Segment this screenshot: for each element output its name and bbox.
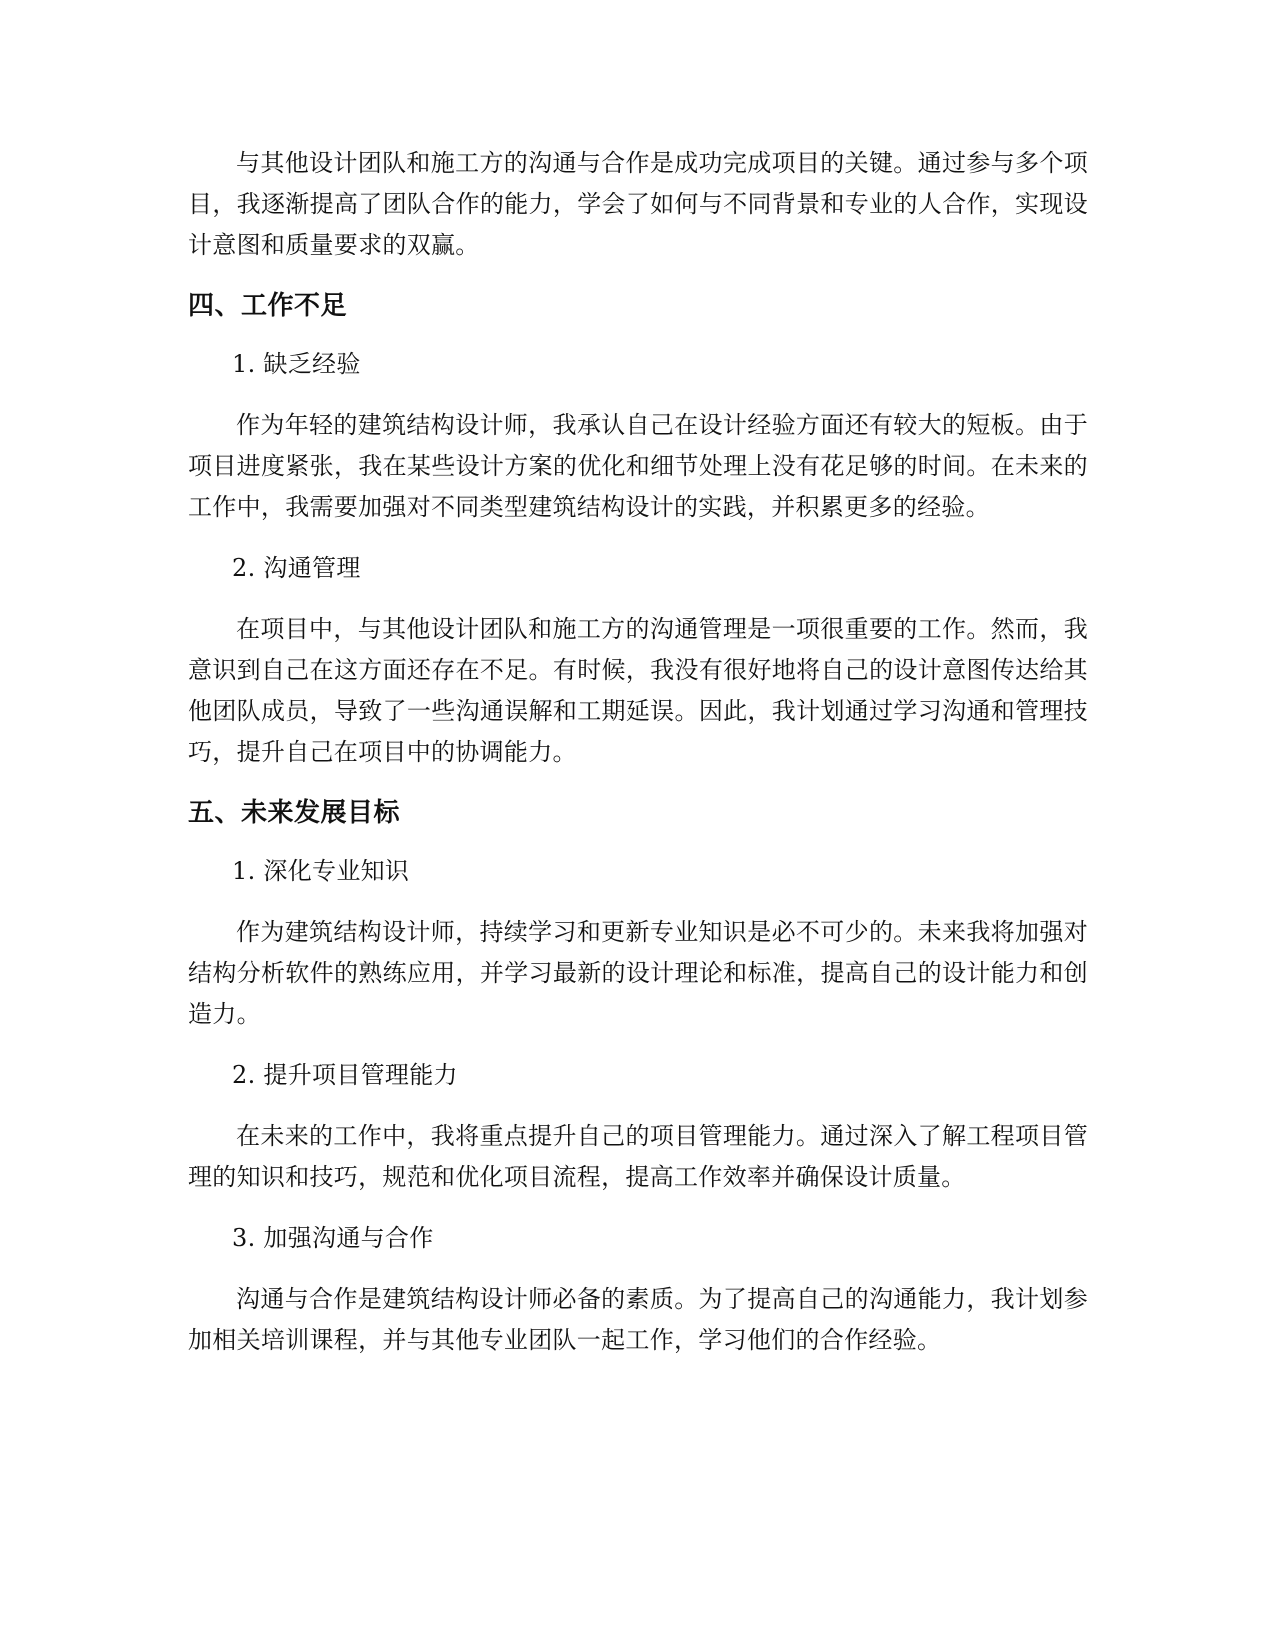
intro-paragraph: 与其他设计团队和施工方的沟通与合作是成功完成项目的关键。通过参与多个项目，我逐渐提高了团队合作的能力，学会了如何与不同背景和专业的人合作，实现设计意图和质量要求的双赢。 <box>188 149 1088 259</box>
section-4-item-2-title: 2. 沟通管理 <box>232 554 361 582</box>
section-4-item-1-title: 1. 缺乏经验 <box>232 350 361 378</box>
section-5-item-1-title: 1. 深化专业知识 <box>232 857 410 885</box>
section-5-item-1-paragraph: 作为建筑结构设计师，持续学习和更新专业知识是必不可少的。未来我将加强对结构分析软件的熟练应用，并学习最新的设计理论和标准，提高自己的设计能力和创造力。 <box>188 918 1088 1028</box>
section-5-item-2-paragraph: 在未来的工作中，我将重点提升自己的项目管理能力。通过深入了解工程项目管理的知识和技巧，规范和优化项目流程，提高工作效率并确保设计质量。 <box>188 1122 1088 1191</box>
document-body <box>188 143 1088 1382</box>
section-5-item-3-paragraph: 沟通与合作是建筑结构设计师必备的素质。为了提高自己的沟通能力，我计划参加相关培训课程，并与其他专业团队一起工作，学习他们的合作经验。 <box>188 1285 1088 1354</box>
section-4-item-1-paragraph: 作为年轻的建筑结构设计师，我承认自己在设计经验方面还有较大的短板。由于项目进度紧张，我在某些设计方案的优化和细节处理上没有花足够的时间。在未来的工作中，我需要加强对不同类型建筑结构设计的实践，并积累更多的经验。 <box>188 411 1088 521</box>
section-5-item-2-title: 2. 提升项目管理能力 <box>232 1061 458 1089</box>
section-4-item-2-paragraph: 在项目中，与其他设计团队和施工方的沟通管理是一项很重要的工作。然而，我意识到自己在这方面还存在不足。有时候，我没有很好地将自己的设计意图传达给其他团队成员，导致了一些沟通误解和工期延误。因此，我计划通过学习沟通和管理技巧，提升自己在项目中的协调能力。 <box>188 615 1088 766</box>
section-4-heading: 四、工作不足 <box>188 291 348 321</box>
section-5-heading: 五、未来发展目标 <box>188 798 401 828</box>
section-5-item-3-title: 3. 加强沟通与合作 <box>232 1224 434 1252</box>
